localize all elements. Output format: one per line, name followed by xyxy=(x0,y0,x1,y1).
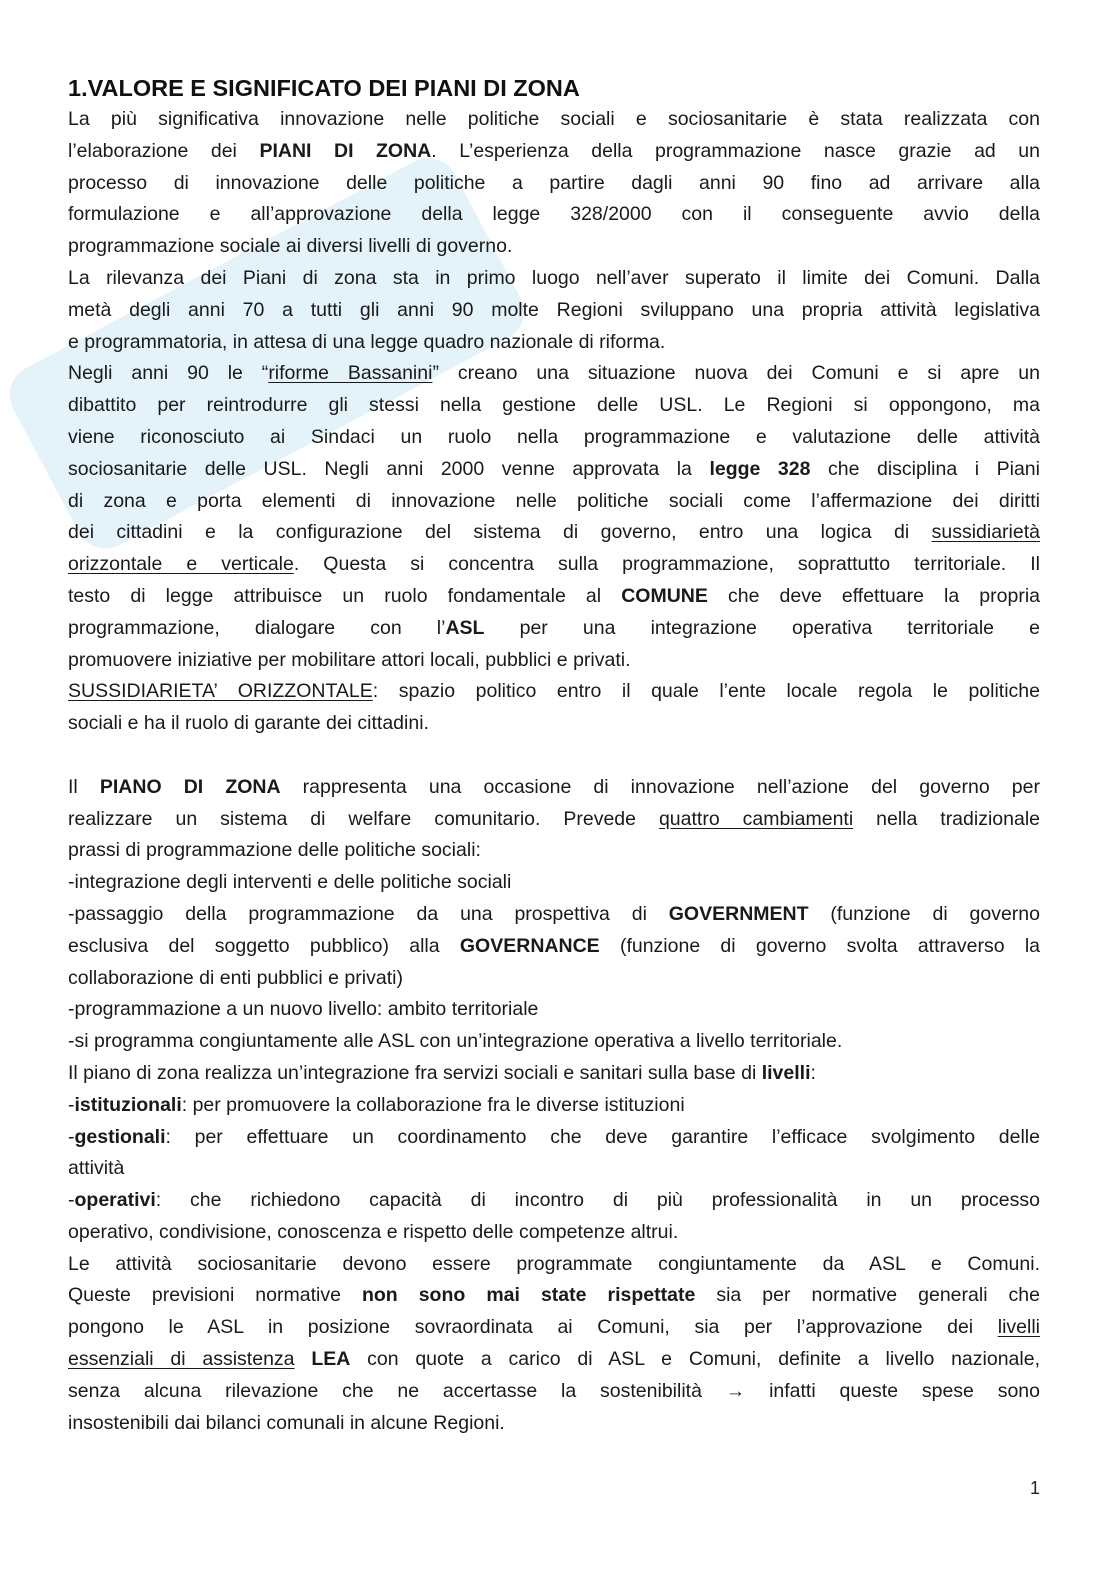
paragraph-lea xyxy=(68,1249,1040,1440)
text-line: e programmatoria, in attesa di una legge quadro nazionale di riforma. xyxy=(68,330,666,353)
text-line: orizzontale e verticale. Questa si concentra sulla programmazione, soprattutto territoriale. Il xyxy=(68,553,1041,576)
text-line: attività xyxy=(68,1157,125,1180)
text-line: insostenibili dai bilanci comunali in alcune Regioni. xyxy=(68,1411,505,1434)
text-line: formulazione e all’approvazione della legge 328/2000 con il conseguente avvio della xyxy=(68,203,1040,226)
list-item: -gestionali: per effettuare un coordinamento che deve garantire l’efficace svolgimento delle xyxy=(68,1125,1040,1148)
text-line: operativo, condivisione, conoscenza e rispetto delle competenze altrui. xyxy=(68,1220,679,1243)
list-item: -operativi: che richiedono capacità di incontro di più professionalità in un processo xyxy=(68,1189,1040,1212)
text-line: sociosanitarie delle USL. Negli anni 2000 venne approvata la legge 328 che disciplina i Piani xyxy=(68,457,1040,480)
text-line: senza alcuna rilevazione che ne accertasse la sostenibilità → infatti queste spese sono xyxy=(68,1379,1040,1402)
text-line: Negli anni 90 le “riforme Bassanini” creano una situazione nuova dei Comuni e si apre un xyxy=(68,362,1040,385)
bold-term: istituzionali xyxy=(74,1093,182,1116)
bold-term: non sono mai state rispettate xyxy=(361,1284,696,1307)
bold-term: legge 328 xyxy=(709,457,811,480)
text-line: Il piano di zona realizza un’integrazione fra servizi sociali e sanitari sulla base di livelli: xyxy=(68,1061,816,1084)
list-item: -programmazione a un nuovo livello: ambito territoriale xyxy=(68,998,539,1021)
text-line: La più significativa innovazione nelle politiche sociali e sociosanitarie è stata realizzata con xyxy=(68,108,1040,130)
bold-term: ASL xyxy=(445,616,485,639)
text-line: esclusiva del soggetto pubblico) alla GOVERNANCE (funzione di governo svolta attraverso la xyxy=(68,934,1040,957)
text-line: sociali e ha il ruolo di garante dei cittadini. xyxy=(68,712,429,735)
text-line: programmazione sociale ai diversi livelli di governo. xyxy=(68,235,513,258)
bold-term: PIANO DI ZONA xyxy=(99,775,281,798)
text-line: realizzare un sistema di welfare comunitario. Prevede quattro cambiamenti nella tradizionale xyxy=(68,807,1041,830)
text-line: viene riconosciuto ai Sindaci un ruolo nella programmazione e valutazione delle attività xyxy=(68,425,1040,448)
paragraph-relevance xyxy=(68,263,1040,358)
text-line: testo di legge attribuisce un ruolo fondamentale al COMUNE che deve effettuare la propria xyxy=(68,584,1040,607)
underlined-term: riforme Bassanini xyxy=(268,362,433,385)
bold-term: gestionali xyxy=(74,1125,166,1148)
blank-line xyxy=(68,740,1040,772)
paragraph-reforms xyxy=(68,358,1040,676)
text-line: l’elaborazione dei PIANI DI ZONA. L’esperienza della programmazione nasce grazie ad un xyxy=(68,139,1040,162)
list-item: -si programma congiuntamente alle ASL con un’integrazione operativa a livello territoriale. xyxy=(68,1030,843,1053)
underlined-term: orizzontale e verticale xyxy=(68,553,294,576)
text-line: pongono le ASL in posizione sovraordinata ai Comuni, sia per l’approvazione dei livelli xyxy=(68,1316,1040,1339)
text-line: prassi di programmazione delle politiche sociali: xyxy=(68,839,481,862)
text-line: dei cittadini e la configurazione del sistema di governo, entro una logica di sussidiarietà xyxy=(68,521,1040,544)
bold-term: livelli xyxy=(761,1061,811,1084)
text-line: dibattito per reintrodurre gli stessi nella gestione delle USL. Le Regioni si oppongono, ma xyxy=(68,394,1040,417)
underlined-term: essenziali di assistenza xyxy=(68,1348,295,1371)
list-item: -integrazione degli interventi e delle politiche sociali xyxy=(68,871,512,894)
text-line: programmazione, dialogare con l’ASL per una integrazione operativa territoriale e xyxy=(68,616,1040,639)
underlined-term: livelli xyxy=(997,1316,1040,1339)
bold-term: GOVERNANCE xyxy=(459,934,600,957)
bold-term: GOVERNMENT xyxy=(668,902,809,925)
page-number: 1 xyxy=(1029,1478,1040,1498)
text-line: metà degli anni 70 a tutti gli anni 90 molte Regioni sviluppano una propria attività legislativa xyxy=(68,298,1040,321)
text-line: di zona e porta elementi di innovazione nelle politiche sociali come l’affermazione dei diritti xyxy=(68,489,1040,512)
document-content xyxy=(68,72,1040,1439)
text-line: essenziali di assistenza LEA con quote a carico di ASL e Comuni, definite a livello nazionale, xyxy=(68,1348,1040,1371)
text-line: processo di innovazione delle politiche a partire dagli anni 90 fino ad arrivare alla xyxy=(68,171,1040,194)
text-line: La rilevanza dei Piani di zona sta in primo luogo nell’aver superato il limite dei Comuni. Dalla xyxy=(68,266,1040,289)
text-line: promuovere iniziative per mobilitare attori locali, pubblici e privati. xyxy=(68,648,631,671)
underlined-term: sussidiarietà xyxy=(931,521,1040,544)
text-line: SUSSIDIARIETA’ ORIZZONTALE: spazio politico entro il quale l’ente locale regola le politiche xyxy=(68,680,1040,703)
bold-term: PIANI DI ZONA xyxy=(259,139,432,162)
list-item: -passaggio della programmazione da una prospettiva di GOVERNMENT (funzione di governo xyxy=(68,902,1040,925)
paragraph-definition xyxy=(68,676,1040,740)
paragraph-piano-di-zona xyxy=(68,772,1040,1249)
text-line: collaborazione di enti pubblici e privati) xyxy=(68,966,403,989)
text-line: Queste previsioni normative non sono mai state rispettate sia per normative generali che xyxy=(68,1284,1040,1307)
text-line: Le attività sociosanitarie devono essere programmate congiuntamente da ASL e Comuni. xyxy=(68,1252,1040,1275)
paragraph-intro xyxy=(68,104,1040,263)
underlined-term: SUSSIDIARIETA’ ORIZZONTALE xyxy=(68,680,373,703)
text-line: Il PIANO DI ZONA rappresenta una occasione di innovazione nell’azione del governo per xyxy=(68,775,1040,798)
page-title: 1.VALORE E SIGNIFICATO DEI PIANI DI ZONA xyxy=(68,75,580,101)
list-item: -istituzionali: per promuovere la collaborazione fra le diverse istituzioni xyxy=(68,1093,685,1116)
underlined-term: quattro cambiamenti xyxy=(658,807,854,830)
bold-term: operativi xyxy=(74,1189,156,1212)
bold-term: LEA xyxy=(311,1348,351,1371)
arrow-right-icon: → xyxy=(725,1379,746,1402)
bold-term: COMUNE xyxy=(621,584,708,607)
